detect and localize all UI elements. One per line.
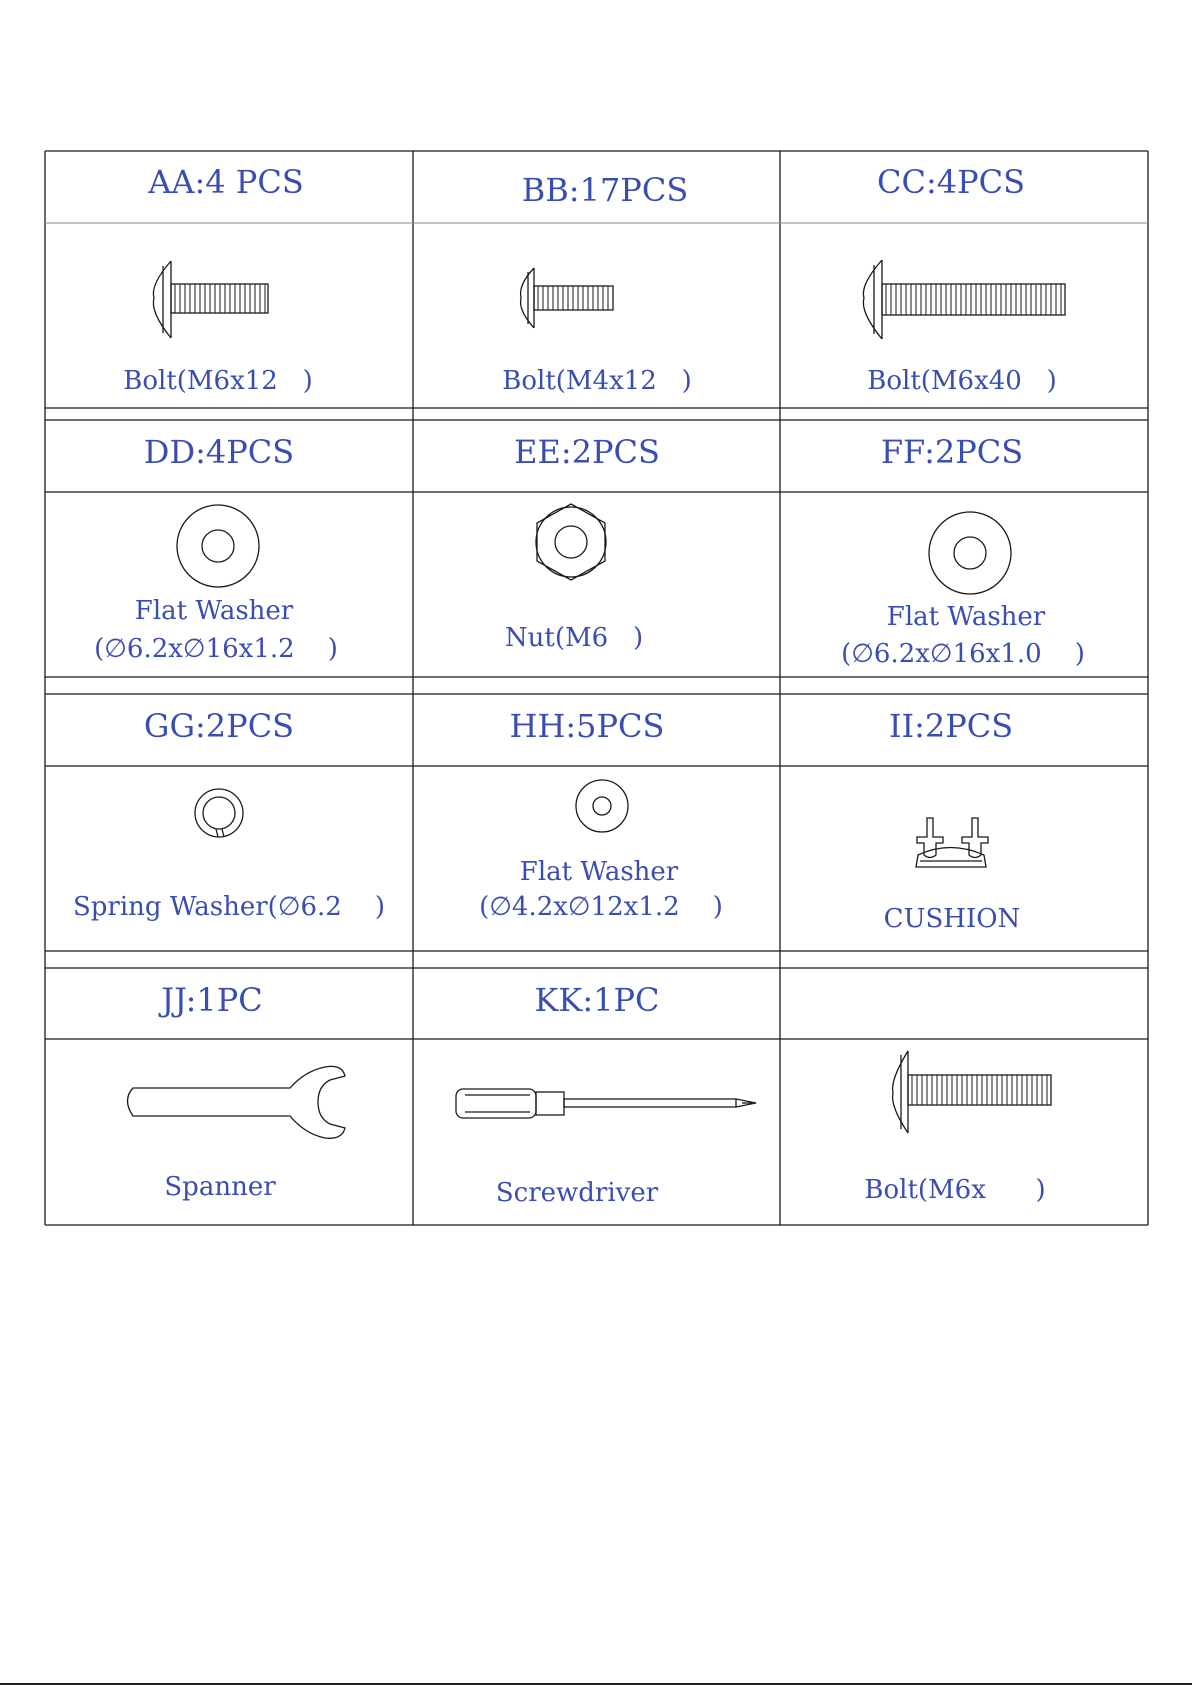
- part-header-ii: II:2PCS: [888, 707, 1014, 745]
- part-label-kk: Screwdriver: [495, 1178, 659, 1208]
- bolt-medium-icon: [893, 1051, 1051, 1133]
- part-label-bb: Bolt(M4x12 ): [502, 366, 692, 396]
- flat-washer-icon: [929, 512, 1011, 594]
- part-header-bb: BB:17PCS: [521, 171, 689, 209]
- part-label-ff-line1: Flat Washer: [886, 602, 1046, 632]
- hex-nut-icon: [536, 504, 606, 580]
- small-flat-washer-icon: [576, 780, 628, 832]
- spring-washer-icon: [195, 789, 243, 837]
- part-label-hh-line2: (∅4.2x∅12x1.2 ): [479, 892, 723, 922]
- part-header-kk: KK:1PC: [534, 981, 660, 1019]
- part-label-dd-line1: Flat Washer: [134, 596, 294, 626]
- part-label-jj: Spanner: [164, 1172, 276, 1202]
- screwdriver-icon: [456, 1089, 756, 1118]
- part-header-dd: DD:4PCS: [143, 433, 295, 471]
- part-header-cc: CC:4PCS: [876, 163, 1026, 201]
- part-label-ll: Bolt(M6x ): [864, 1175, 1046, 1205]
- part-header-gg: GG:2PCS: [143, 707, 295, 745]
- part-header-hh: HH:5PCS: [509, 707, 665, 745]
- part-label-ii: CUSHION: [883, 904, 1021, 934]
- spanner-icon: [128, 1066, 346, 1138]
- part-label-hh-line1: Flat Washer: [519, 857, 679, 887]
- bolt-long-icon: [863, 260, 1065, 339]
- bolt-small-icon: [521, 268, 613, 328]
- part-header-aa: AA:4 PCS: [148, 163, 304, 201]
- part-label-gg: Spring Washer(∅6.2 ): [72, 892, 386, 922]
- part-header-jj: JJ:1PC: [161, 981, 263, 1019]
- part-label-ee: Nut(M6 ): [504, 623, 644, 653]
- part-header-ff: FF:2PCS: [880, 433, 1024, 471]
- flat-washer-icon: [177, 505, 259, 587]
- part-label-ff-line2: (∅6.2x∅16x1.0 ): [841, 639, 1085, 669]
- bolt-short-icon: [153, 261, 268, 338]
- part-label-cc: Bolt(M6x40 ): [867, 366, 1057, 396]
- thread-pattern: [175, 284, 265, 313]
- part-header-ee: EE:2PCS: [514, 433, 660, 471]
- part-label-aa: Bolt(M6x12 ): [123, 366, 313, 396]
- part-label-dd-line2: (∅6.2x∅16x1.2 ): [94, 634, 338, 664]
- cushion-icon: [916, 818, 988, 867]
